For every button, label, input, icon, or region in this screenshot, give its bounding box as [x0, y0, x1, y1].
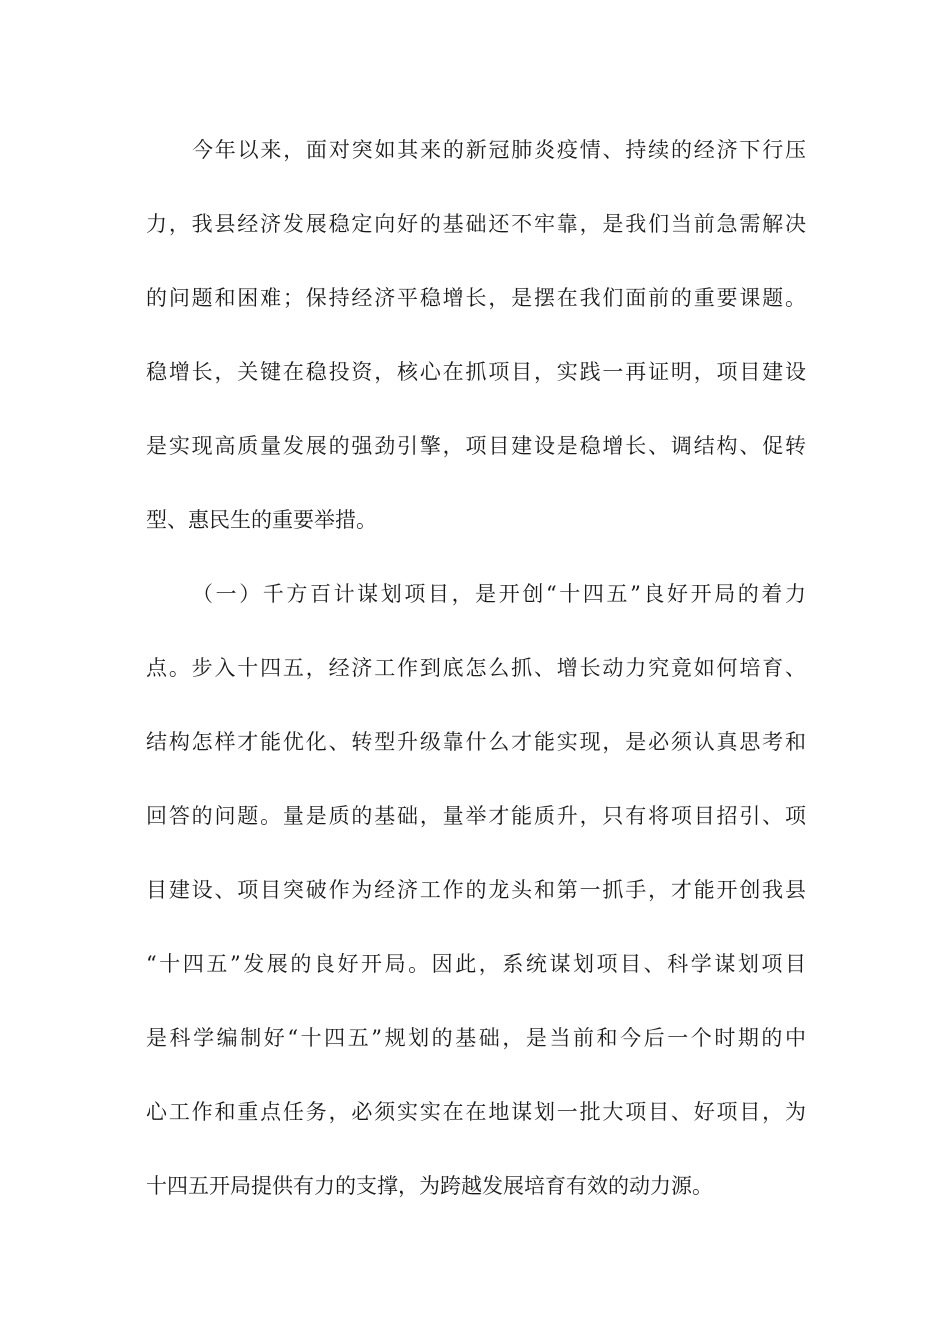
- paragraph-2-line-3: 结构怎样才能优化、转型升级靠什么才能实现，是必须认真思考和: [146, 730, 806, 754]
- paragraph-1-line-6: 型、惠民生的重要举措。: [146, 508, 377, 532]
- paragraph-2-line-6: “十四五”发展的良好开局。因此，系统谋划项目、科学谋划项目: [146, 952, 806, 976]
- paragraph-2-line-1: （一）千方百计谋划项目，是开创“十四五”良好开局的着力: [192, 582, 806, 606]
- paragraph-2-line-5: 目建设、项目突破作为经济工作的龙头和第一抓手，才能开创我县: [146, 878, 806, 902]
- paragraph-1-line-2: 力，我县经济发展稳定向好的基础还不牢靠，是我们当前急需解决: [146, 212, 806, 236]
- paragraph-1-line-5: 是实现高质量发展的强劲引擎，项目建设是稳增长、调结构、促转: [146, 434, 806, 458]
- paragraph-2-line-9: 十四五开局提供有力的支撑，为跨越发展培育有效的动力源。: [146, 1174, 713, 1198]
- paragraph-1-line-3: 的问题和困难；保持经济平稳增长，是摆在我们面前的重要课题。: [146, 286, 806, 310]
- paragraph-1-line-1: 今年以来，面对突如其来的新冠肺炎疫情、持续的经济下行压: [192, 138, 806, 162]
- paragraph-1-line-4: 稳增长，关键在稳投资，核心在抓项目，实践一再证明，项目建设: [146, 360, 806, 384]
- paragraph-2-line-8: 心工作和重点任务，必须实实在在地谋划一批大项目、好项目，为: [146, 1100, 806, 1124]
- paragraph-2-line-7: 是科学编制好“十四五”规划的基础，是当前和今后一个时期的中: [146, 1026, 806, 1050]
- paragraph-2-line-2: 点。步入十四五，经济工作到底怎么抓、增长动力究竟如何培育、: [146, 656, 806, 680]
- paragraph-2-line-4: 回答的问题。量是质的基础，量举才能质升，只有将项目招引、项: [146, 804, 806, 828]
